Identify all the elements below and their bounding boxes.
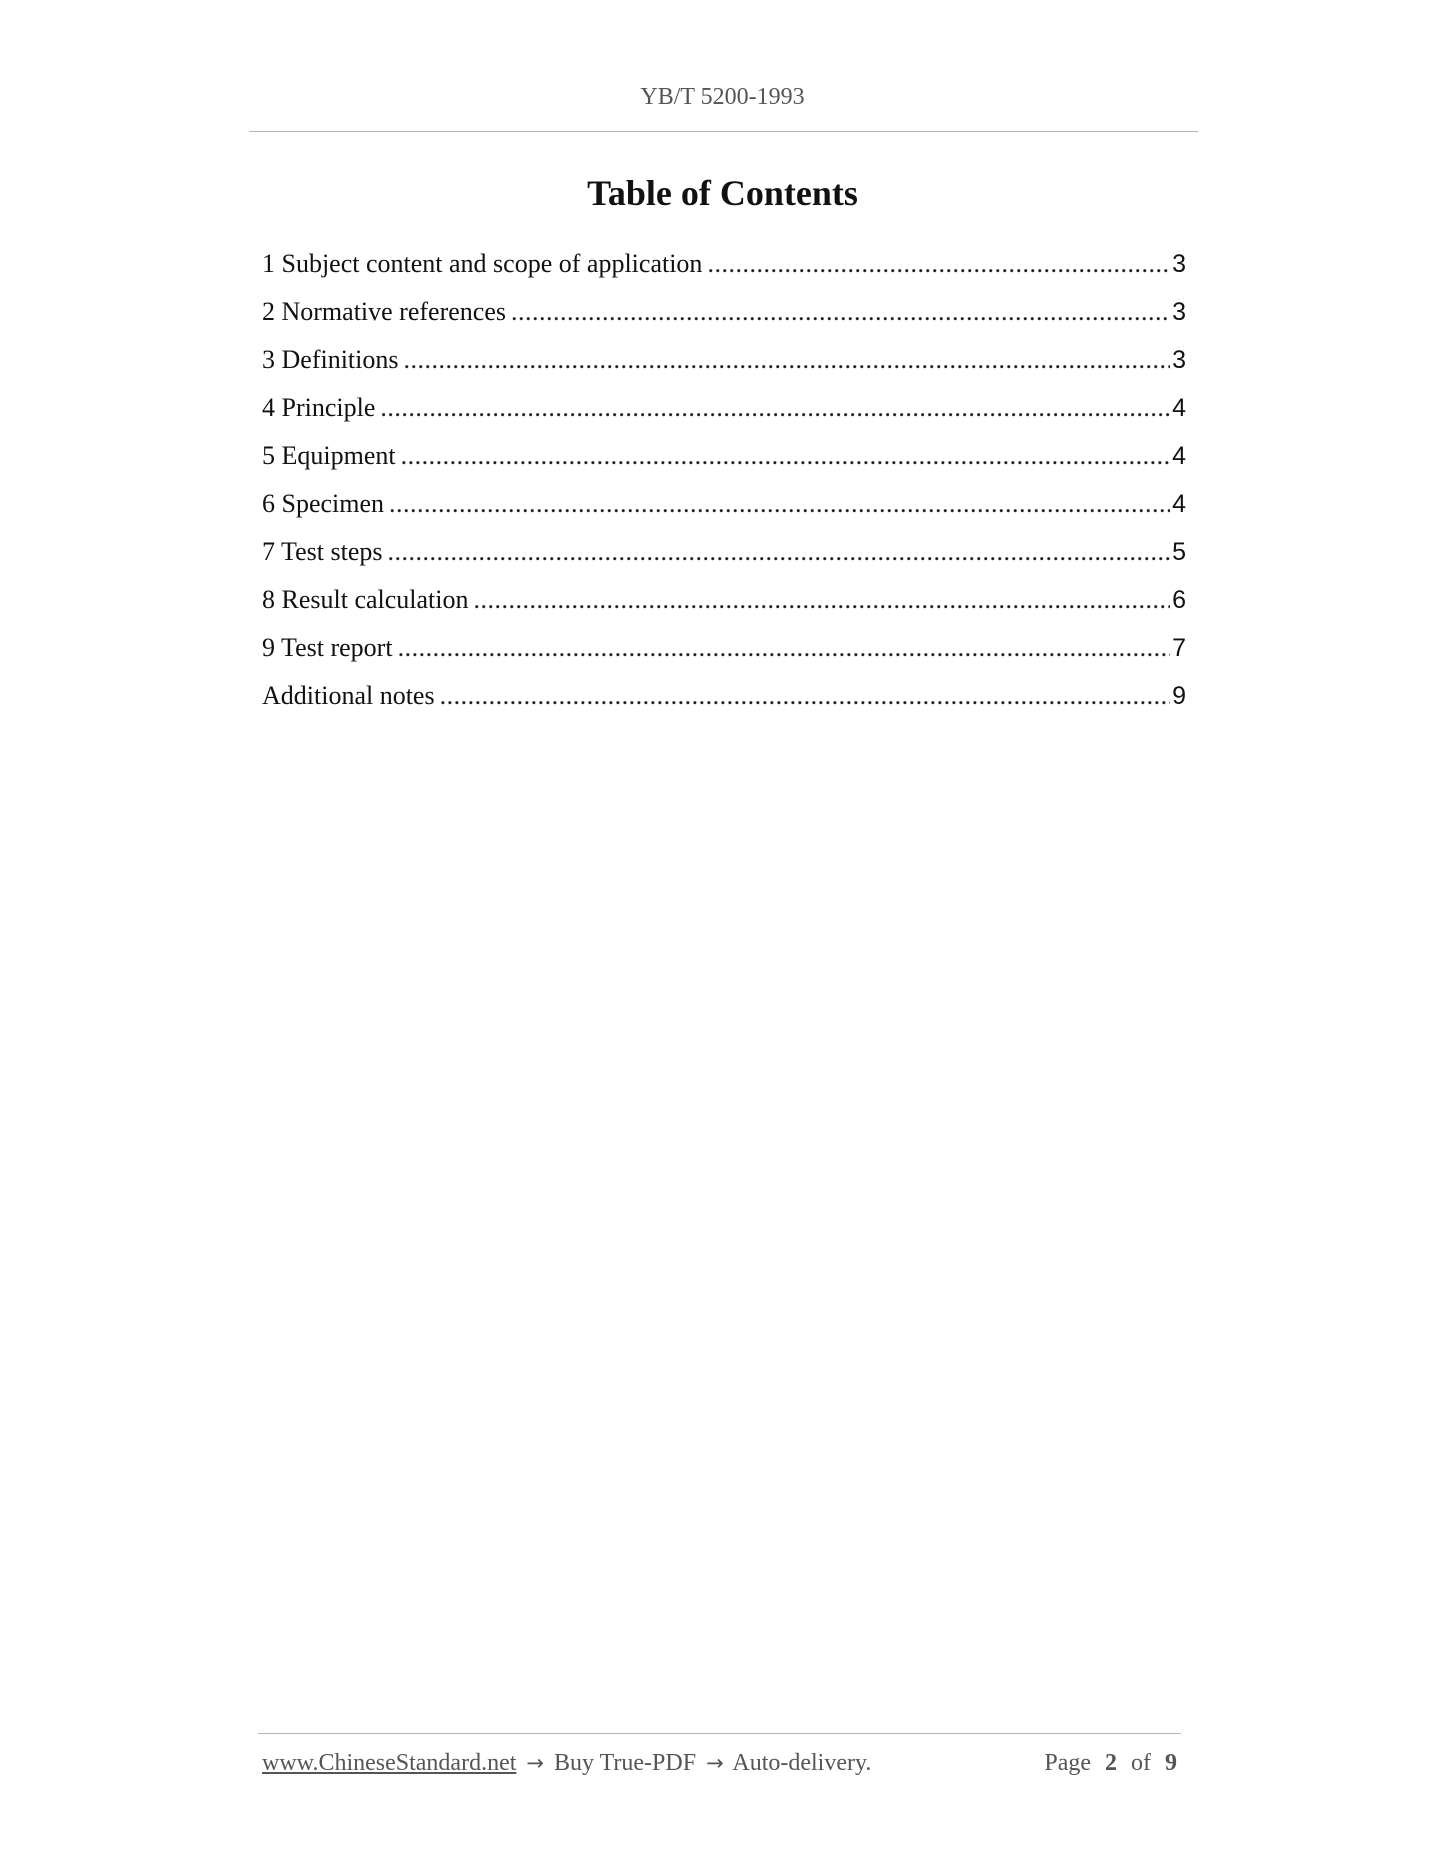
toc-entry-label: 3 Definitions (262, 345, 399, 374)
toc-entry-label: Additional notes (262, 681, 435, 710)
header-divider (249, 131, 1198, 132)
page-indicator (1044, 1750, 1177, 1777)
toc-entry-page: 4 (1172, 490, 1186, 518)
toc-dot-leader (440, 672, 1171, 720)
toc-entry-8[interactable] (262, 576, 1186, 624)
toc-list (262, 240, 1186, 720)
toc-dot-leader (707, 240, 1170, 288)
toc-dot-leader (398, 624, 1171, 672)
buy-pdf-text: Buy True-PDF (554, 1750, 697, 1776)
toc-entry-7[interactable] (262, 528, 1186, 576)
of-word: of (1131, 1750, 1151, 1776)
toc-entry-label: 2 Normative references (262, 297, 506, 326)
toc-entry-page: 3 (1172, 250, 1186, 278)
toc-dot-leader (474, 576, 1171, 624)
toc-entry-page: 7 (1172, 634, 1186, 662)
footer-divider (258, 1733, 1181, 1734)
toc-entry-label: 8 Result calculation (262, 585, 469, 614)
toc-entry-1[interactable] (262, 240, 1186, 288)
arrow-right-icon: → (526, 1751, 544, 1775)
toc-entry-3[interactable] (262, 336, 1186, 384)
toc-title: Table of Contents (587, 173, 858, 213)
toc-entry-label: 6 Specimen (262, 489, 385, 518)
arrow-right-icon: → (706, 1751, 724, 1775)
toc-entry-5[interactable] (262, 432, 1186, 480)
toc-dot-leader (389, 480, 1170, 528)
toc-entry-4[interactable] (262, 384, 1186, 432)
toc-entry-page: 5 (1172, 538, 1186, 566)
auto-delivery-text: Auto-delivery. (732, 1750, 872, 1776)
toc-entry-page: 3 (1172, 298, 1186, 326)
footer-promo (262, 1750, 871, 1777)
toc-entry-9[interactable] (262, 624, 1186, 672)
toc-dot-leader (511, 288, 1170, 336)
toc-dot-leader (401, 432, 1171, 480)
toc-entry-page: 4 (1172, 394, 1186, 422)
toc-dot-leader (380, 384, 1170, 432)
running-header: YB/T 5200-1993 (640, 84, 805, 110)
toc-entry-additional-notes[interactable] (262, 672, 1186, 720)
toc-entry-6[interactable] (262, 480, 1186, 528)
toc-dot-leader (404, 336, 1171, 384)
current-page-number: 2 (1105, 1750, 1117, 1776)
page-footer (262, 1750, 1181, 1784)
total-pages-number: 9 (1165, 1750, 1177, 1776)
page-word: Page (1044, 1750, 1091, 1776)
toc-entry-label: 9 Test report (262, 633, 393, 662)
site-link[interactable]: www.ChineseStandard.net (262, 1750, 517, 1776)
toc-entry-page: 4 (1172, 442, 1186, 470)
toc-entry-label: 7 Test steps (262, 537, 383, 566)
toc-entry-page: 9 (1172, 682, 1186, 710)
toc-entry-page: 3 (1172, 346, 1186, 374)
toc-entry-label: 5 Equipment (262, 441, 396, 470)
toc-entry-page: 6 (1172, 586, 1186, 614)
toc-entry-label: 4 Principle (262, 393, 376, 422)
toc-entry-2[interactable] (262, 288, 1186, 336)
toc-dot-leader (387, 528, 1170, 576)
toc-entry-label: 1 Subject content and scope of application (262, 249, 703, 278)
